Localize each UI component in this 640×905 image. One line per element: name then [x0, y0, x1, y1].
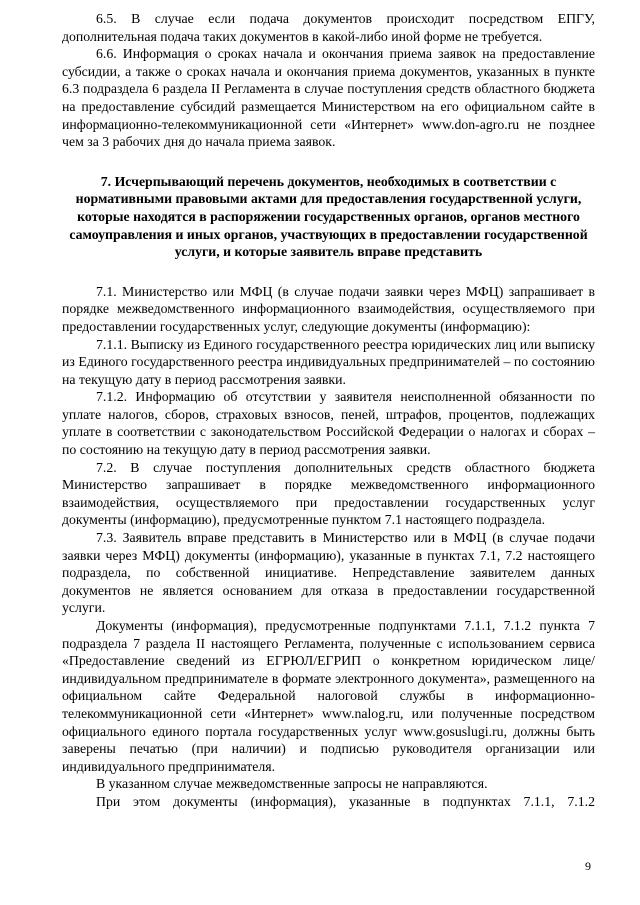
paragraph-6-6: 6.6. Информация о сроках начала и окончания приема заявок на предоставление субсидии, а также о сроках начала и окончания приема документов, указанных в пункте 6.3 подраздела 6 раздела II Регламента в случае поступления средств областного бюджета на предоставление субсидий размещается Министерством на его официальном сайте в информационно-телекоммуникационной сети «Интернет» www.don-agro.ru не позднее чем за 3 рабочих дня до начала приема заявок.: [62, 46, 595, 150]
paragraph-7-2: 7.2. В случае поступления дополнительных средств областного бюджета Министерство запрашивает в порядке межведомственного информационного взаимодействия, осуществляемого при предоставлении государственных услуг документы (информацию), предусмотренные пунктом 7.1 настоящего подраздела.: [62, 459, 595, 528]
paragraph-documents-info: Документы (информация), предусмотренные подпунктами 7.1.1, 7.1.2 пункта 7 подраздела 7 раздела II настоящего Регламента, полученные с использованием сервиса «Предоставление сведений из ЕГРЮЛ/ЕГРИП о конкретном юридическом лице/индивидуальном предпринимателе в формате электронного документа», размещенного на официальном сайте Федеральной налоговой службы в информационно-телекоммуникационной сети «Интернет» www.nalog.ru, или полученные посредством официального единого портала государственных услуг www.gosuslugi.ru, должны быть заверены печатью (при наличии) и подписью руководителя организации или индивидуального предпринимателя.: [62, 618, 595, 774]
paragraph-7-3: 7.3. Заявитель вправе представить в Министерство или в МФЦ (в случае подачи заявки через МФЦ) документы (информацию), указанные в пунктах 7.1, 7.2 настоящего подраздела, по собственной инициативе. Непредставление заявителем данных документов не является основанием для отказа в предоставлении государственной услуги.: [62, 530, 595, 616]
section-title: 7. Исчерпывающий перечень документов, необходимых в соответствии с нормативными правовыми актами для предоставления государственной услуги, которые находятся в распоряжении государственных органов, органов местного самоуправления и иных органов, участвующих в предоставлении государственной услуги, и которые заявитель вправе представить: [69, 173, 588, 260]
page-number: 9: [585, 859, 591, 873]
paragraph-6-5: 6.5. В случае если подача документов происходит посредством ЕПГУ, дополнительная подача таких документов в какой-либо иной форме не требуется.: [62, 11, 595, 44]
paragraph-continuation: При этом документы (информация), указанные в подпунктах 7.1.1, 7.1.2: [96, 793, 595, 809]
paragraph-7-1-2: 7.1.2. Информацию об отсутствии у заявителя неисполненной обязанности по уплате налогов, сборов, страховых взносов, пеней, штрафов, процентов, подлежащих уплате в соответствии с законодательством Российской Федерации о налогах и сборах – по состоянию на текущую дату в период рассмотрения заявки.: [62, 389, 595, 458]
paragraph-requests-note: В указанном случае межведомственные запросы не направляются.: [96, 776, 488, 792]
paragraph-7-1-1: 7.1.1. Выписку из Единого государственного реестра юридических лиц или выписку из Единого государственного реестра индивидуальных предпринимателей – по состоянию на текущую дату в период рассмотрения заявки.: [62, 336, 595, 387]
document-page: [62, 10, 595, 811]
paragraph-7-1: 7.1. Министерство или МФЦ (в случае подачи заявки через МФЦ) запрашивает в порядке межведомственного информационного взаимодействия, осуществляемого при предоставлении государственных услуг, следующие документы (информацию):: [62, 283, 595, 334]
